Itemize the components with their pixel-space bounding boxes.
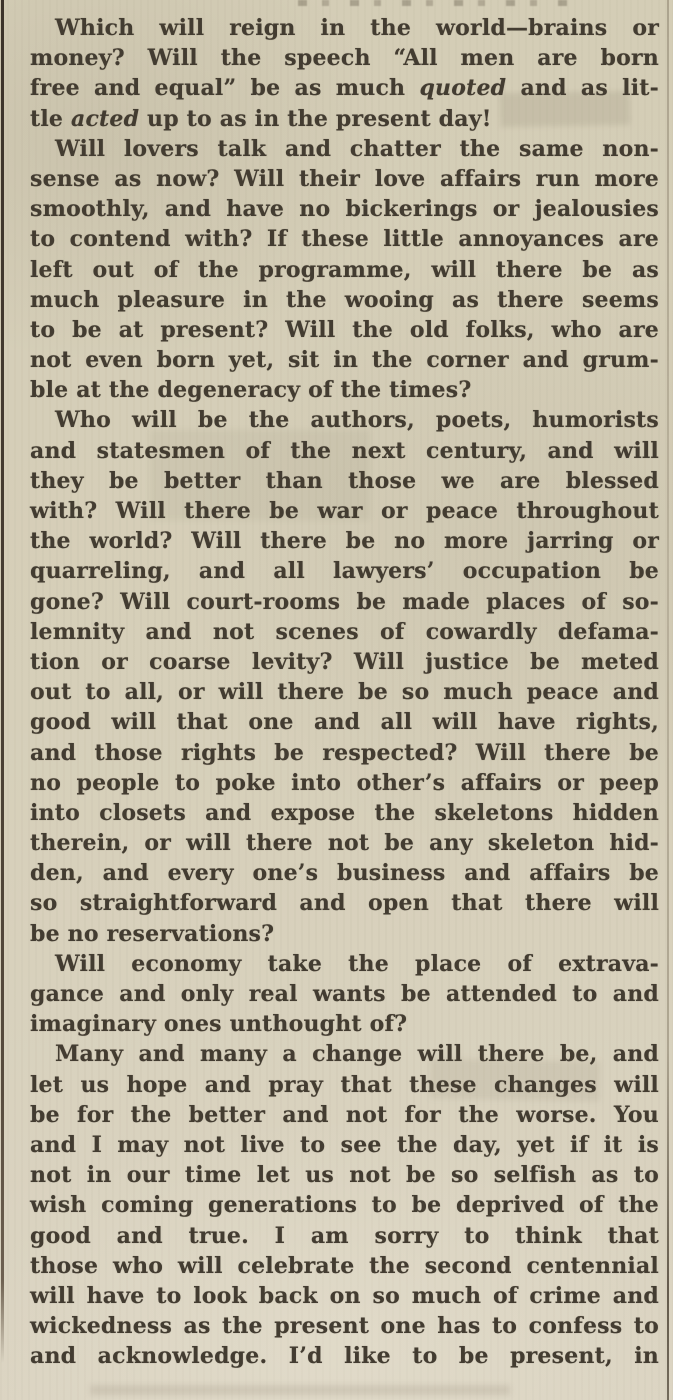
text-line: and those rights be respected? Will there be (30, 739, 659, 766)
ink-bleedthrough-smudge (90, 1385, 510, 1395)
text-line: wish coming generations to be deprived of the (30, 1192, 659, 1219)
text-line: and acknowledge. I’d like to be present, in (30, 1343, 659, 1370)
paragraph (30, 13, 659, 134)
paragraph (30, 405, 659, 948)
text-line: be for the better and not for the worse. You (30, 1101, 659, 1128)
text-line: will have to look back on so much of crime and (30, 1282, 659, 1309)
column-divider-right (667, 0, 669, 1400)
paragraph (30, 134, 659, 406)
text-line: and I may not live to see the day, yet if it is (30, 1131, 659, 1158)
text-line: Many and many a change will there be, and (55, 1041, 659, 1068)
column-divider-left (1, 0, 4, 1363)
text-line: no people to poke into other’s affairs or peep (30, 769, 659, 796)
text-line: good will that one and all will have rights, (30, 709, 659, 736)
text-line: into closets and expose the skeletons hidden (30, 799, 659, 826)
text-line: tion or coarse levity? Will justice be meted (30, 648, 659, 675)
text-line: quarreling, and all lawyers’ occupation be (30, 558, 659, 585)
text-line: therein, or will there not be any skeleton hid- (30, 830, 659, 857)
text-line: to be at present? Will the old folks, who are (30, 316, 659, 343)
text-line: den, and every one’s business and affairs be (30, 860, 659, 887)
text-line: gance and only real wants be attended to and (30, 981, 659, 1007)
text-line: free and equal” be as much quoted and as lit- (30, 75, 659, 102)
text-line: sense as now? Will their love affairs run more (30, 165, 659, 192)
text-line: not even born yet, sit in the corner and grum- (30, 347, 659, 374)
text-line: to contend with? If these little annoyances are (30, 226, 659, 253)
text-line: imaginary ones unthought of? (30, 1011, 408, 1038)
text-line: the world? Will there be no more jarring or (30, 528, 659, 555)
text-line: wickedness as the present one has to confess to (30, 1313, 659, 1340)
text-line: those who will celebrate the second centennial (30, 1252, 659, 1279)
text-line: gone? Will court-rooms be made places of so- (30, 588, 659, 615)
text-line: much pleasure in the wooing as there seems (30, 286, 659, 313)
text-line: tle acted up to as in the present day! (30, 105, 492, 132)
text-line: not in our time let us not be so selfish as to (30, 1162, 659, 1189)
text-line: left out of the programme, will there be as (30, 256, 659, 283)
text-line: lemnity and not scenes of cowardly defama- (30, 618, 659, 645)
text-line: ble at the degeneracy of the times? (30, 377, 472, 404)
text-line: out to all, or will there be so much peace and (30, 679, 659, 706)
text-line: money? Will the speech “All men are born (30, 45, 659, 72)
article-column (30, 13, 659, 1371)
text-line: and statesmen of the next century, and will (30, 437, 659, 464)
cropped-line-remnant (298, 0, 570, 6)
text-line: they be better than those we are blessed (30, 467, 659, 494)
paragraph (30, 949, 659, 1040)
text-line: Will lovers talk and chatter the same non- (55, 135, 659, 162)
text-line: be no reservations? (30, 920, 275, 947)
text-line: let us hope and pray that these changes will (30, 1071, 659, 1098)
text-line: Who will be the authors, poets, humorists (55, 407, 659, 434)
paragraph (30, 1039, 659, 1371)
text-line: with? Will there be war or peace throughout (30, 498, 659, 524)
text-line: smoothly, and have no bickerings or jealousies (30, 196, 659, 223)
text-line: good and true. I am sorry to think that (30, 1222, 659, 1249)
text-line: Will economy take the place of extrava- (55, 950, 659, 977)
text-line: Which will reign in the world—brains or (55, 15, 659, 41)
text-line: so straightforward and open that there will (30, 890, 659, 917)
